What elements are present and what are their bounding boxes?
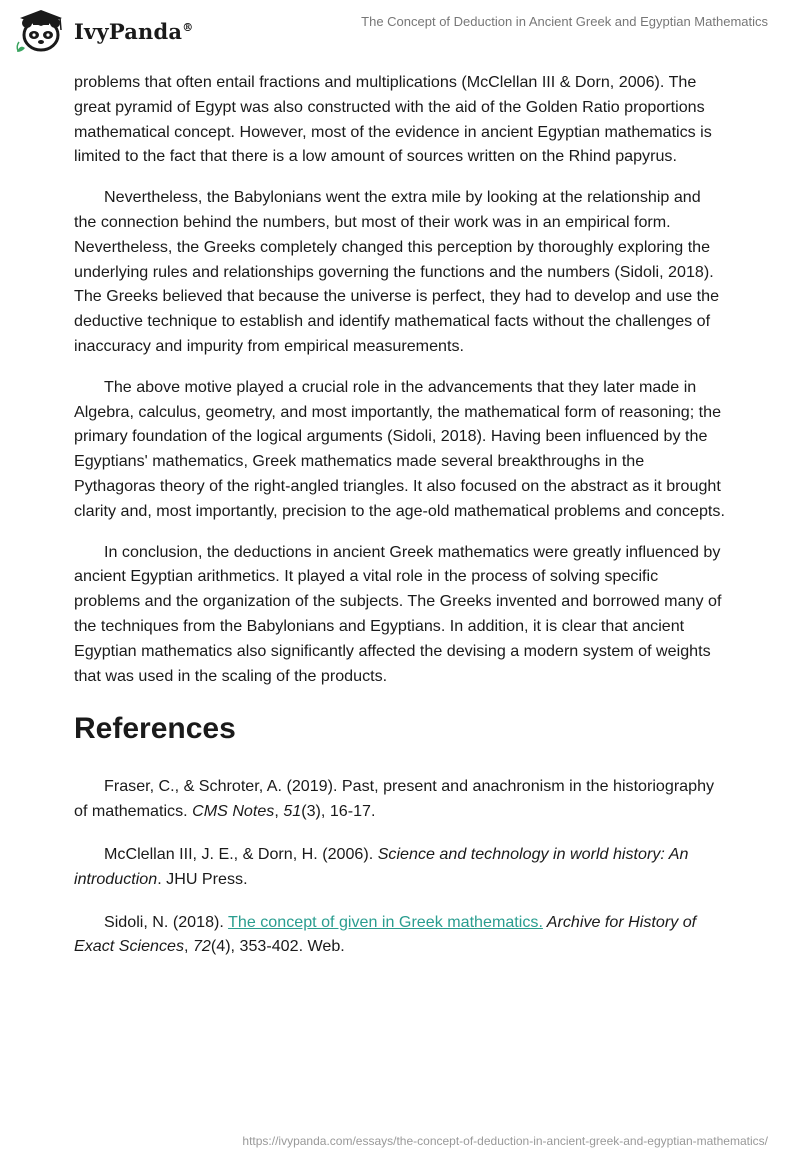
paragraph-4: In conclusion, the deductions in ancient Greek mathematics were greatly influenced by ancient Egyptian arithmetics. It played a vital role in the process of solving specific problems and the organization of the subjects. The Greeks invented and borrowed many of the techniques from the Babylonians and Egyptians. In addition, it is clear that ancient Egyptian mathematics also significantly affected the devising a modern system of weights that was used in the scaling of the products. [74,542,722,685]
brand-logo[interactable] [14,8,214,54]
reference-sidoli: Sidoli, N. (2018). The concept of given in Greek mathematics. Archive for History of Exact Sciences, 72(4), 353-402. Web. [74,912,697,956]
essay-content [74,70,726,977]
paragraph-2: Nevertheless, the Babylonians went the extra mile by looking at the relationship and the connection behind the numbers, but most of their work was in an empirical form. Nevertheless, the Greeks completely changed this perception by thoroughly exploring the underlying rules and relationships governing the functions and the numbers (Sidoli, 2018). The Greeks believed that because the universe is perfect, they had to develop and use the deductive technique to establish and identify mathematical facts without the challenges of inaccuracy and impurity from empirical measurements. [74,188,720,355]
document-title: The Concept of Deduction in Ancient Greek and Egyptian Mathematics [361,14,768,29]
panda-graduate-icon [14,8,68,54]
brand-name: IvyPanda® [74,18,194,44]
reference-mcclellan: McClellan III, J. E., & Dorn, H. (2006). Science and technology in world history: An introduction. JHU Press. [74,844,689,888]
paragraph-1: problems that often entail fractions and multiplications (McClellan III & Dorn, 2006). The great pyramid of Egypt was also constructed with the aid of the Golden Ratio proportions mathematical concept. However, most of the evidence in ancient Egyptian mathematics is limited to the fact that there is a low amount of sources written on the Rhind papyrus. [74,73,712,166]
reference-fraser: Fraser, C., & Schroter, A. (2019). Past, present and anachronism in the historiography of mathematics. CMS Notes, 51(3), 16-17. [74,777,715,821]
paragraph-3: The above motive played a crucial role in the advancements that they later made in Algebra, calculus, geometry, and most importantly, the mathematical form of reasoning; the primary foundation of the logical arguments (Sidoli, 2018). Having been influenced by the Egyptians' mathematics, Greek mathematics made several breakthroughs in the Pythagoras theory of the right-angled triangles. It also focused on the abstract as it brought clarity and, most importantly, precision to the age-old mathematical problems and concepts. [74,377,725,520]
page-header [0,0,800,64]
references-heading: References [74,712,236,746]
source-url: https://ivypanda.com/essays/the-concept-of-deduction-in-ancient-greek-and-egyptian-mathematics/ [242,1134,768,1148]
sidoli-article-link[interactable]: The concept of given in Greek mathematics. [228,912,543,931]
